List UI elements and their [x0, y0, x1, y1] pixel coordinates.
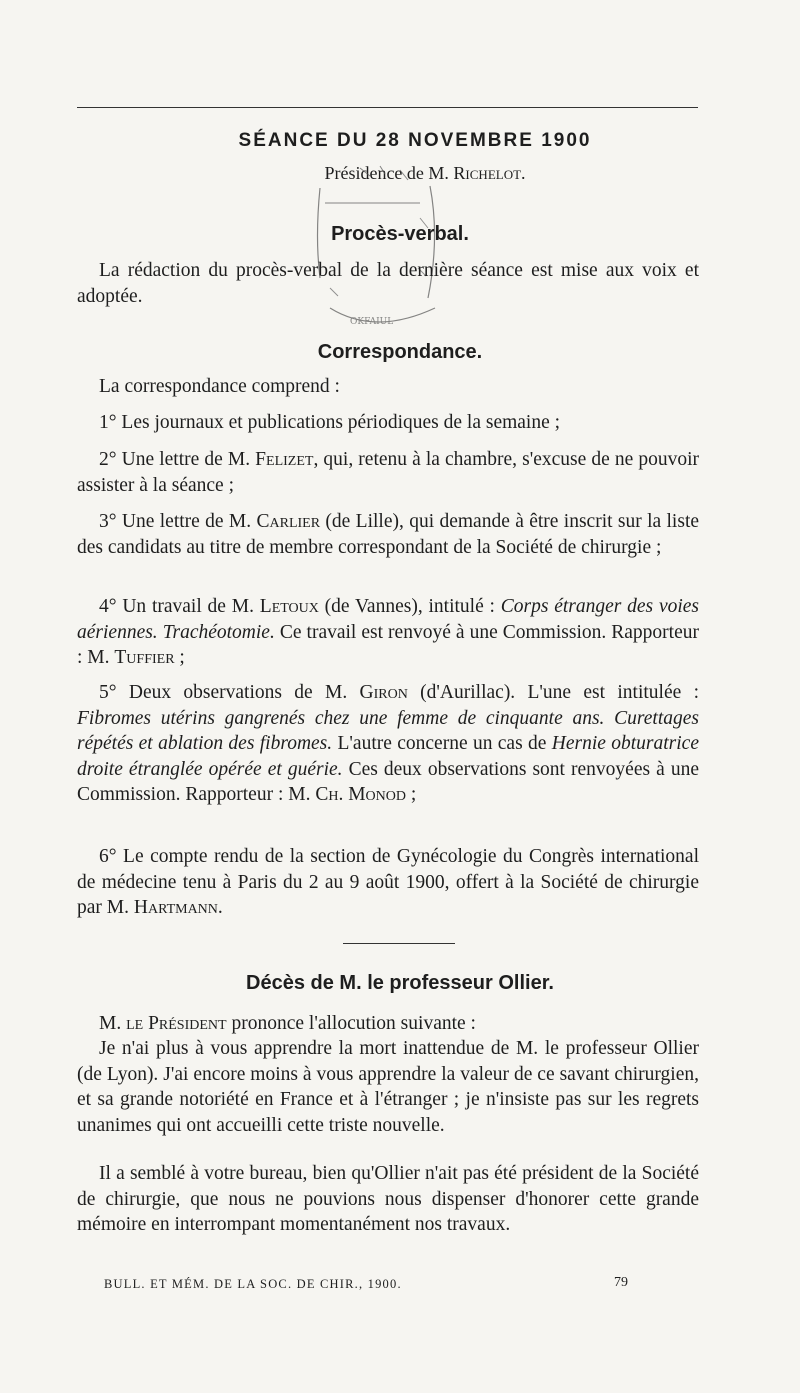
deces-paragraph-1: Je n'ai plus à vous apprendre la mort inattendue de M. le professeur Ollier (de Lyon). J'ai encore moins à vous apprendre la valeur de ce savant chirurgien, et sa grande notoriété en France et à l'étranger ; je n'insiste pas sur les regrets unanimes qui ont accueilli cette triste nouvelle. [77, 1038, 699, 1136]
correspondance-item-5: 5° Deux observations de M. Giron (d'Aurillac). L'une est intitulée : Fibromes utérins gangrenés chez une femme de cinquante ans. Curettages répétés et ablation des fibromes. L'autre concerne un cas de Hernie obturatrice droite étranglée opérée et guérie. Ces deux observations sont renvoyées à une Commission. Rapporteur : M. Ch. Monod ; [77, 682, 699, 805]
president-name: Richelot. [453, 163, 526, 183]
deces-paragraph-2: Il a semblé à votre bureau, bien qu'Ollier n'ait pas été président de la Société de chirurgie, que nous ne pouvions nous dispenser d'honorer cette grande mémoire en interrompant momentanément nos travaux. [77, 1163, 699, 1235]
footer-citation: BULL. ET MÉM. DE LA SOC. DE CHIR., 1900. [104, 1277, 402, 1291]
correspondance-item-2: 2° Une lettre de M. Felizet, qui, retenu à la chambre, s'excuse de ne pouvoir assister à la séance ; [77, 449, 700, 496]
correspondance-item-4: 4° Un travail de M. Letoux (de Vannes), intitulé : Corps étranger des voies aériennes. Trachéotomie. Ce travail est renvoyé à une Commission. Rapporteur : M. Tuffier ; [77, 596, 700, 668]
proces-verbal-text: La rédaction du procès-verbal de la dernière séance est mise aux voix et adoptée. [77, 260, 699, 307]
stamp-label: OKFAIUL [350, 317, 394, 327]
top-rule [77, 107, 698, 108]
correspondance-intro: La correspondance comprend : [99, 376, 340, 397]
correspondance-heading: Correspondance. [317, 341, 483, 363]
proces-verbal-heading: Procès-verbal. [331, 223, 469, 245]
deces-intro: M. le Président prononce l'allocution suivante : [99, 1013, 476, 1034]
presidence-prefix: Présidence de M. [324, 163, 449, 183]
seance-title: SÉANCE DU 28 NOVEMBRE 1900 [238, 130, 592, 151]
correspondance-item-3: 3° Une lettre de M. Carlier (de Lille), qui demande à être inscrit sur la liste des candidats au titre de membre correspondant de la Société de chirurgie ; [77, 511, 700, 558]
correspondance-item-6: 6° Le compte rendu de la section de Gynécologie du Congrès international de médecine tenu à Paris du 2 au 9 août 1900, offert à la Société de chirurgie par M. Hartmann. [77, 846, 699, 918]
deces-heading: Décès de M. le professeur Ollier. [246, 972, 554, 994]
section-divider [343, 943, 455, 944]
page-number: 79 [614, 1275, 628, 1290]
correspondance-item-1: 1° Les journaux et publications périodiques de la semaine ; [99, 412, 561, 433]
